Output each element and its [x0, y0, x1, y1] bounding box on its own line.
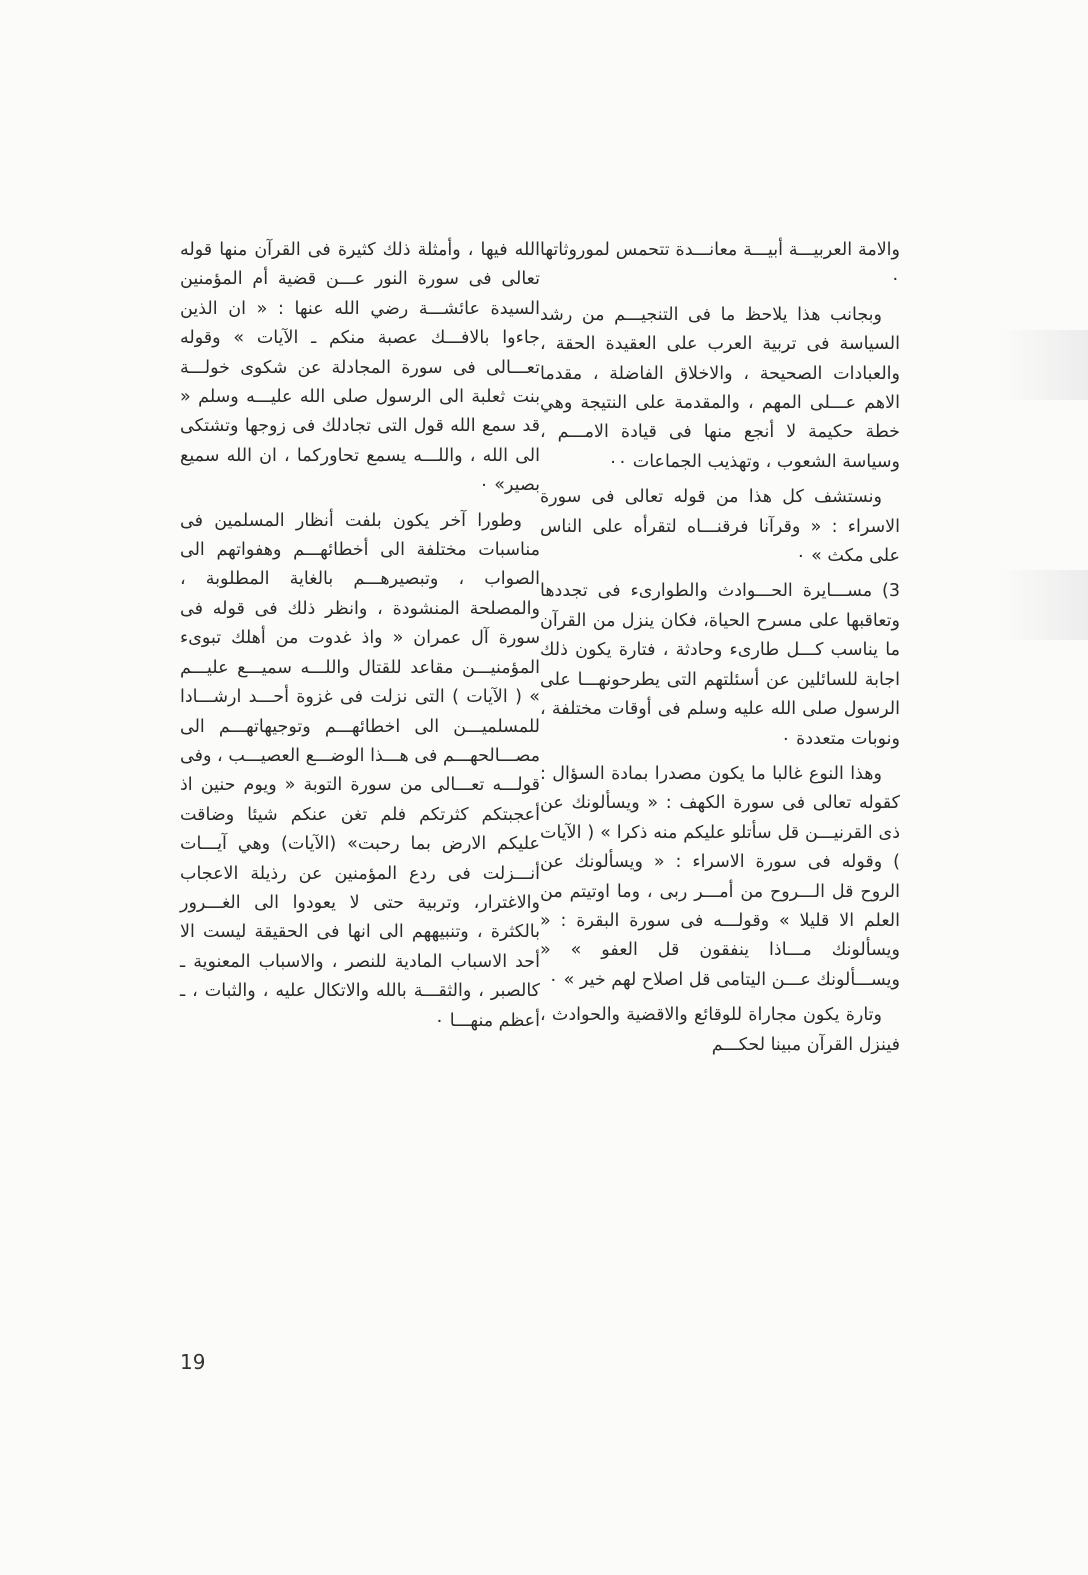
scan-edge-shadow: [998, 570, 1088, 640]
paragraph: وهذا النوع غالبا ما يكون مصدرا بمادة السؤال : كقوله تعالى فى سورة الكهف : « ويسألونك عن ذى القرنيـــن قل سأتلو عليكم منه ذكرا » ( الآيات ) وقوله فى سورة الاسراء : « ويسألونك عن الروح قل الـــروح من أمـــر ربى ، وما اوتيتم من العلم الا قليلا » وقولـــه فى سورة البقرة : « ويسألونك مـــاذا ينفقون قل العفو » « ويســـألونك عـــن اليتامى قل اصلاح لهم خير » ٠: [540, 763, 900, 990]
left-text-column: [180, 236, 540, 1042]
paragraph: 3) مســـايرة الحـــوادث والطوارىء فى تجددها وتعاقبها على مسرح الحياة، فكان ينزل من القرآن ما يناسب كـــل طارىء وحادثة ، فتارة يكون ذلك اجابة للسائلين عن أسئلتهم التى يطرحونهـــا على الرسول صلى الله عليه وسلم فى أوقات مختلفة ، ونوبات متعددة ٠: [540, 581, 900, 749]
paragraph: وتارة يكون مجاراة للوقائع والاقضية والحوادث ، فينزل القرآن مبينا لحكـــم: [540, 1005, 900, 1055]
paragraph: وطورا آخر يكون بلفت أنظار المسلمين فى مناسبات مختلفة الى أخطائهـــم وهفواتهم الى الصواب ، وتبصيرهـــم بالغاية المطلوبة ، والمصلحة المنشودة ، وانظر ذلك فى قوله فى سورة آل عمران « واذ غدوت من أهلك تبوىء المؤمنيـــن مقاعد للقتال واللـــه سميـــع عليـــم » ( الآيات ) التى نزلت فى غزوة أحـــد ارشـــادا للمسلميـــن الى اخطائهـــم وتوجيهاتهـــم الى مصـــالحهـــم فى هـــذا الوضـــع العصيـــب ، وفى قولـــه تعـــالى من سورة التوبة « ويوم حنين اذ أعجبتكم كثرتكم فلم تغن عنكم شيئا وضاقت عليكم الارض بما رحبت» (الآيات) وهي آيـــات أنـــزلت فى ردع المؤمنين عن رذيلة الاعجاب والاغترار، وتربية حتى لا يعودوا الى الغـــرور بالكثرة ، وتنبيههم الى انها فى الحقيقة ليست الا أحد الاسباب المادية للنصر ، والاسباب المعنوية ـ كالصبر ، والثقـــة بالله والاتكال عليه ، والثبات ، ـ أعظم منهـــا ٠: [180, 510, 540, 1031]
page-number: 19: [180, 1350, 206, 1374]
right-text-column: [540, 236, 900, 1066]
paragraph: الله فيها ، وأمثلة ذلك كثيرة فى القرآن منها قوله تعالى فى سورة النور عـــن قضية أم المؤمنين السيدة عائشـــة رضي الله عنها : « ان الذين جاءوا بالافـــك عصبة منكم ـ الآيات » وقوله تعـــالى فى سورة المجادلة عن شكوى خولـــة بنت ثعلبة الى الرسول صلى الله عليـــه وسلم « قد سمع الله قول التى تجادلك فى زوجها وتشتكى الى الله ، واللـــه يسمع تحاوركما ، ان الله سميع بصير» ٠: [180, 240, 540, 496]
paragraph: ونستشف كل هذا من قوله تعالى فى سورة الاسراء : « وقرآنا فرقنـــاه لتقرأه على الناس على مكث » ٠: [540, 487, 900, 567]
scan-edge-shadow: [998, 330, 1088, 400]
paragraph: وبجانب هذا يلاحظ ما فى التنجيـــم من رشد السياسة فى تربية العرب على العقيدة الحقة ، والعبادات الصحيحة ، والاخلاق الفاضلة ، مقدما الاهم عـــلى المهم ، والمقدمة على النتيجة وهي خطة حكيمة لا أنجع منها فى قيادة الامـــم ، وسياسة الشعوب ، وتهذيب الجماعات ٠٠: [540, 304, 900, 472]
paragraph: والامة العربيـــة أبيـــة معانـــدة تتحمس لموروثاتها ٠: [540, 240, 900, 290]
